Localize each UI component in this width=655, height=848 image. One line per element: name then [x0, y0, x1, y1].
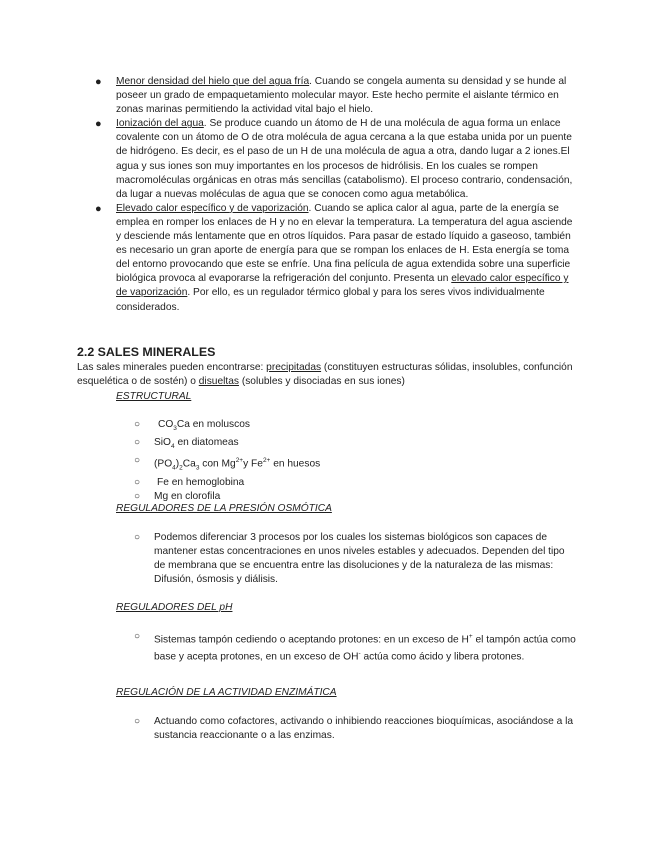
circle-bullet-icon: ○	[134, 716, 141, 727]
enzimatica-list	[134, 715, 578, 743]
section-intro	[77, 361, 577, 389]
list-item: ○ Fe en hemoglobina	[154, 476, 578, 490]
property-title: Ionización del agua	[116, 118, 204, 130]
list-item: ○ Mg en clorofila	[154, 490, 578, 504]
water-properties-list	[95, 75, 578, 315]
property-text: . Se produce cuando un átomo de H de una molécula de agua forma un enlace covalente con un átomo de O de otra molécula de agua cercana a la que estaba unida por un puente de hidrógeno. Es decir, es el paso de un H de una molécula de agua a otra, dando lugar a 2 iones.El agua y sus iones son muy importantes en los procesos de hidrólisis. En los cuales se rompen macromoléculas orgánicas en otras más sencillas (catabolismo). El proceso contrario, condensación, da lugar a nuevas moléculas de agua que se conocen como agua metabólica.	[116, 118, 573, 200]
ph-list	[134, 630, 578, 665]
section-title: 2.2 SALES MINERALES	[77, 345, 216, 359]
circle-bullet-icon: ○	[134, 455, 141, 467]
intro-text: (constituyen estructuras sólidas, insolubles, confunción esquelética o de sostén) o	[77, 362, 573, 388]
circle-bullet-icon: ○	[134, 476, 141, 488]
property-text: . Cuando se congela aumenta su densidad y se hunde al poseer un grado de empaquetamiento molecular mayor. Este hecho permite el aislante térmico en zonas marinas permitiendo la actividad vital bajo el hielo.	[116, 76, 567, 116]
circle-bullet-icon: ○	[134, 631, 141, 642]
bullet-icon: ●	[95, 118, 102, 131]
circle-bullet-icon: ○	[134, 490, 141, 502]
list-item: ○ Actuando como cofactores, activando o inhibiendo reacciones bioquímicas, asociándose a la sustancia reaccionante o a las enzimas.	[134, 716, 574, 742]
property-title: Menor densidad del hielo que del agua fría	[116, 76, 310, 87]
subheading-estructural: ESTRUCTURAL	[116, 391, 192, 402]
list-item: ○ $(PO_4)_2Ca_3$ con $Mg^{2+}y$ $Fe^{2+}$ en huesos	[134, 455, 321, 472]
property-link-text: elevado calor específico y de vaporización	[116, 273, 569, 299]
bullet-icon: ●	[95, 202, 102, 215]
circle-bullet-icon: ○	[134, 532, 141, 543]
subheading-presion-osmotica: REGULADORES DE LA PRESIÓN OSMÓTICA	[116, 503, 332, 514]
property-text: . Cuando se aplica calor al agua, parte de la energía se emplea en romper los enlaces de H y no en elevar la temperatura. La temperatura del agua asciende y desciende más lentamente que en otros líquidos. Para pasar de estado líquido a gaseoso, también es necesario un gran aporte de energía para que se rompan los enlaces de H. Esta energía se toma del entorno provocando que este se enfríe. Una fina película de agua extendida sobre una superficie biológica provoca al evaporarse la refrigeración del conjunto. Presenta un	[116, 202, 573, 285]
list-item: ○ Sistemas tampón cediendo o aceptando protones: en un exceso de H+ el tampón actúa como base y acepta protones, en un exceso de OH- actúa como ácido y libera protones.	[134, 631, 576, 663]
list-item: ○ $CO_3Ca$ en moluscos	[134, 419, 250, 433]
osmotica-list	[134, 531, 578, 587]
intro-term-disueltas: disueltas	[198, 376, 239, 388]
list-item	[95, 75, 578, 117]
subheading-ph: REGULADORES DEL pH	[116, 602, 233, 613]
circle-bullet-icon: ○	[134, 437, 141, 449]
list-item	[95, 117, 578, 202]
subheading-actividad-enzimatica: REGULACIÓN DE LA ACTIVIDAD ENZIMÁTICA	[116, 687, 337, 698]
list-item: ○ SiO$_4$ en diatomeas	[134, 437, 239, 451]
bullet-icon: ●	[95, 76, 102, 88]
property-tail: . Por ello, es un regulador térmico global y para los seres vivos individualmente considerados.	[116, 287, 545, 313]
list-item	[95, 202, 578, 315]
estructural-list	[134, 418, 578, 504]
intro-text: (solubles y disociadas en sus iones)	[238, 376, 405, 388]
list-item: ○ Podemos diferenciar 3 procesos por los cuales los sistemas biológicos son capaces de mantener estas concentraciones en unos niveles estables y adecuados. Dependen del tipo de membrana que se encuentra entre las disoluciones y de la naturaleza de las mismas: Difusión, ósmosis y diálisis.	[134, 532, 565, 586]
circle-bullet-icon: ○	[134, 419, 141, 430]
property-title: Elevado calor específico y de vaporización	[116, 202, 309, 214]
intro-text: Las sales minerales pueden encontrarse:	[77, 362, 267, 373]
intro-term-precipitadas: precipitadas	[266, 362, 322, 373]
